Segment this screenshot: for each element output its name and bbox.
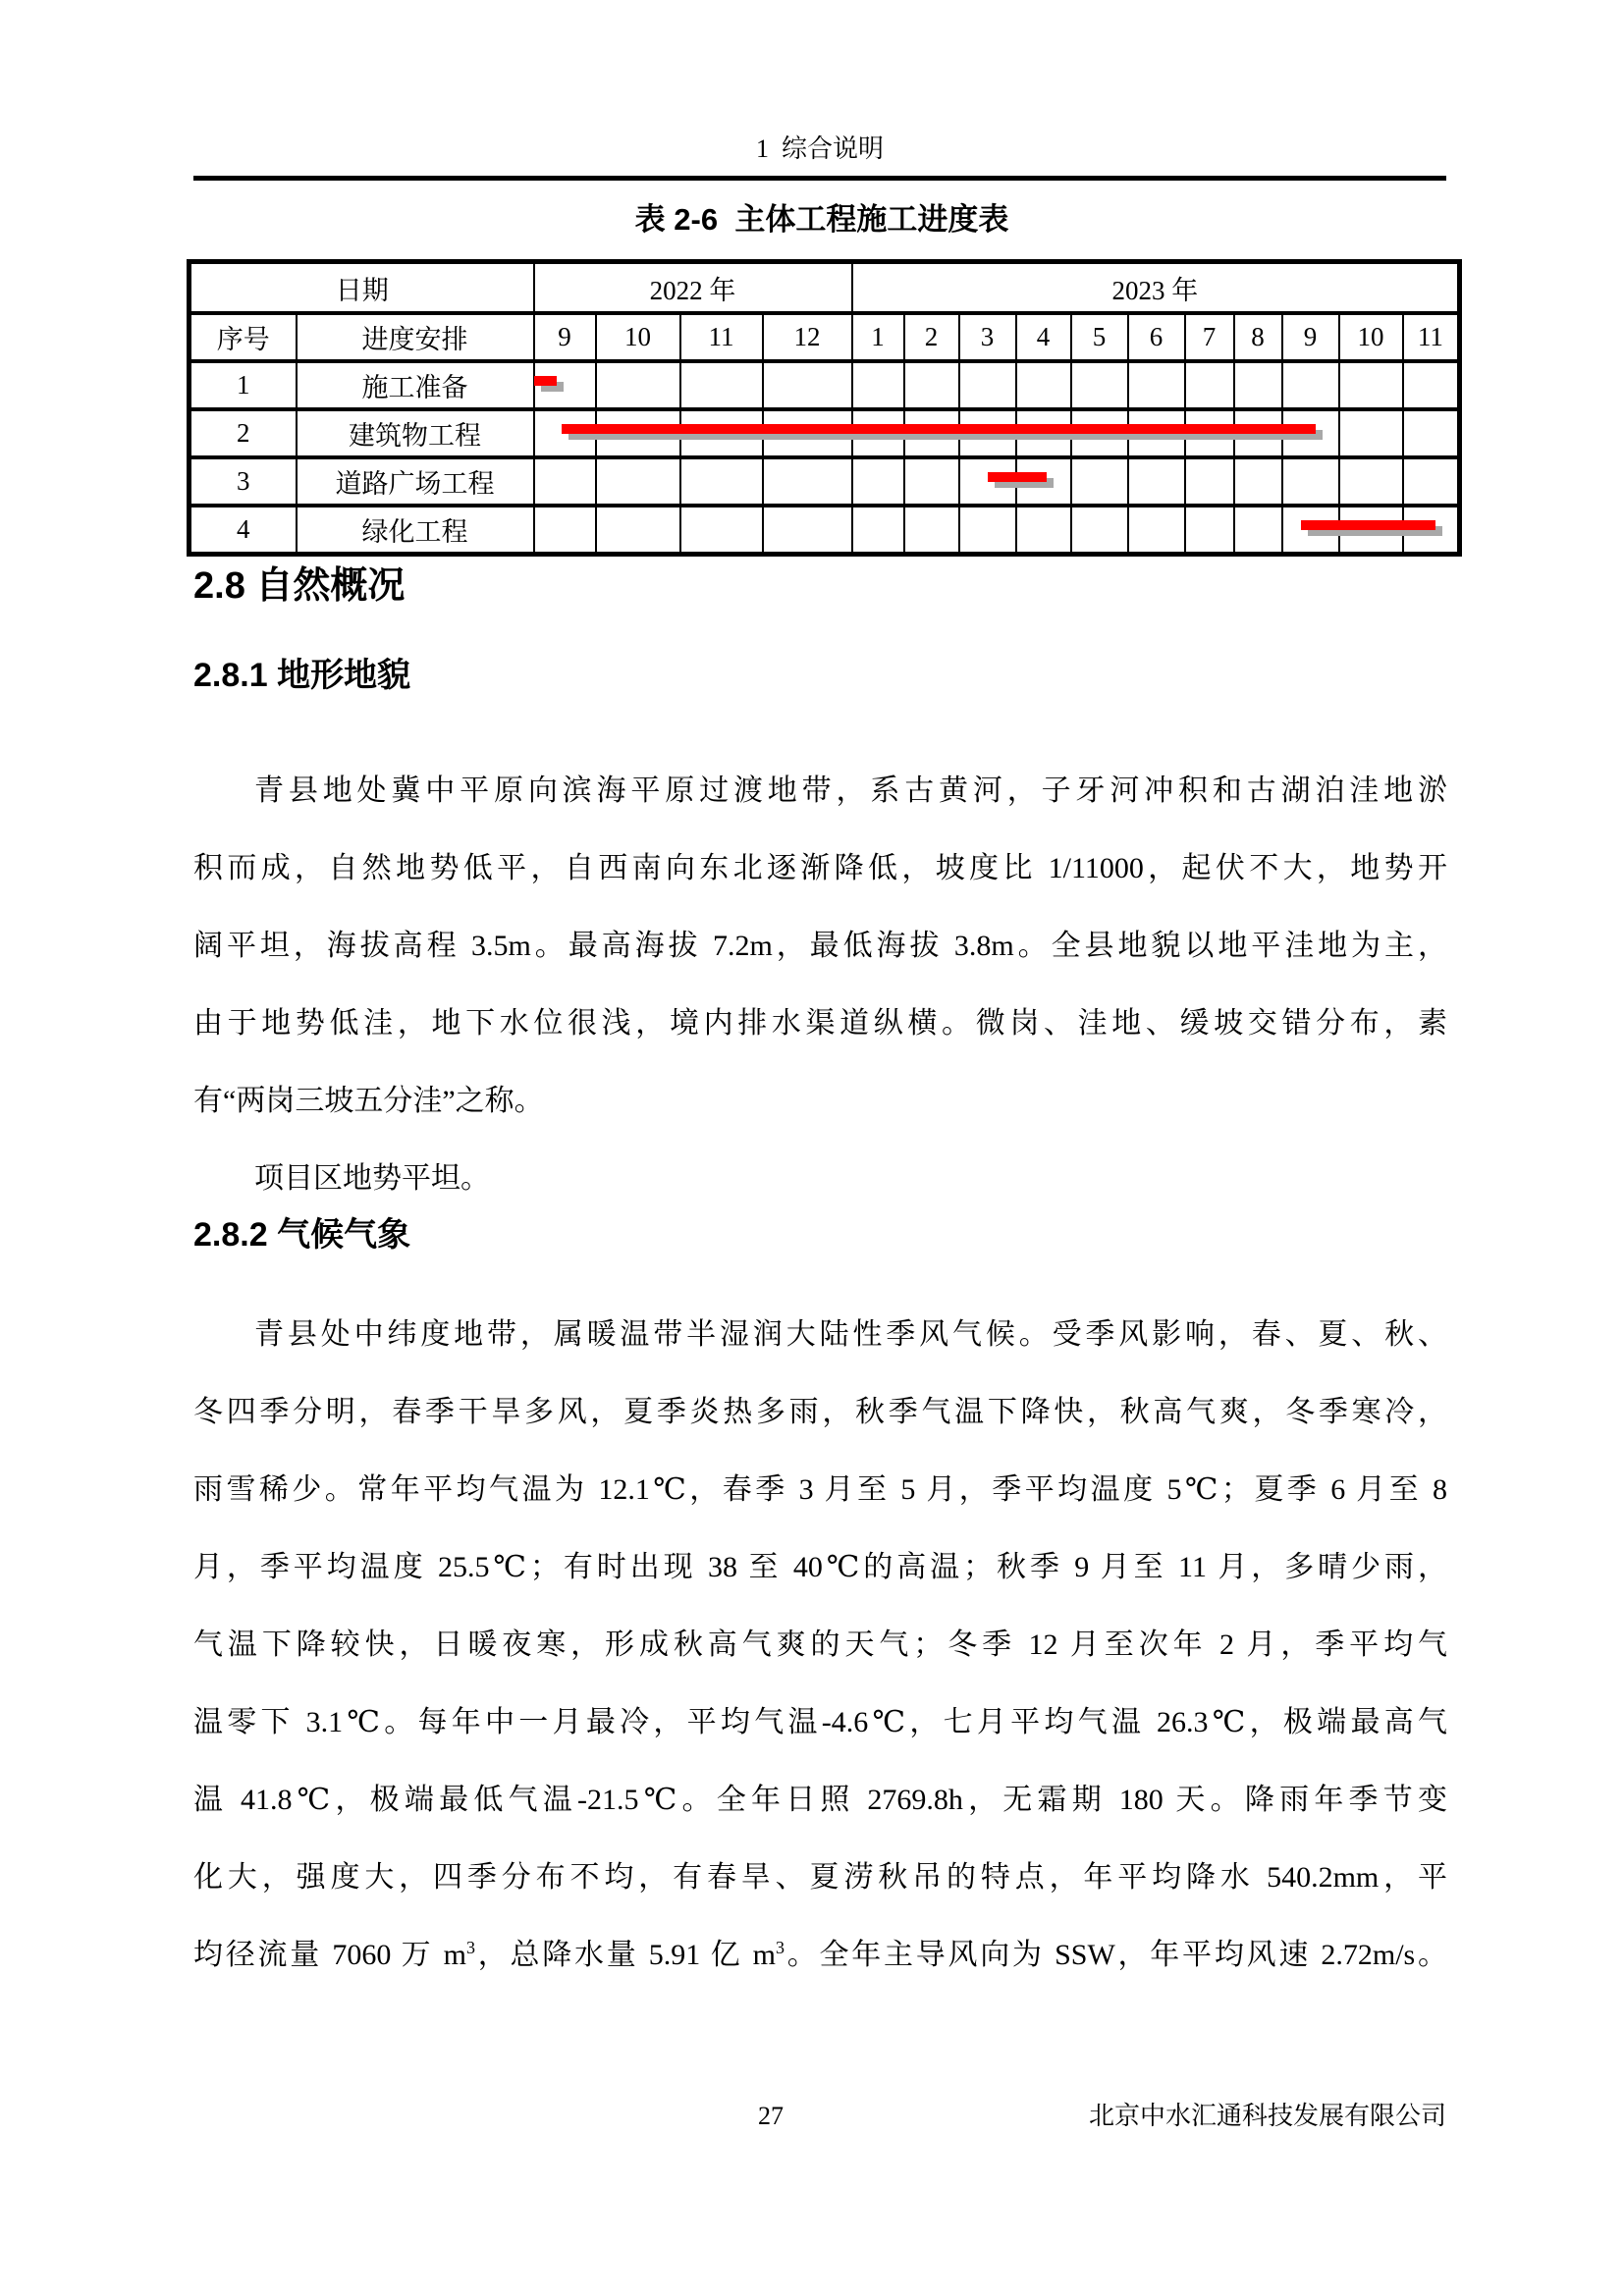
cell-month-slot [959, 361, 1016, 409]
cell-month-slot [1071, 409, 1128, 457]
body-text-line: 冬四季分明，春季干旱多风，夏季炎热多雨，秋季气温下降快，秋高气爽，冬季寒冷， [193, 1396, 1447, 1428]
cell-month-slot [1185, 409, 1234, 457]
cell-month-2023-3: 3 [959, 313, 1016, 361]
body-text-line: 气温下降较快，日暖夜寒，形成秋高气爽的天气；冬季 12 月至次年 2 月，季平均气 [193, 1629, 1447, 1661]
body-text-line: 有“两岗三坡五分洼”之称。 [193, 1085, 544, 1117]
gantt-bar [534, 376, 557, 386]
cell-year-2023: 2023 年 [852, 262, 1460, 314]
cell-month-2023-6: 6 [1128, 313, 1185, 361]
cell-date-label: 日期 [189, 262, 534, 314]
cell-month-slot [1071, 457, 1128, 506]
cell-month-slot [904, 361, 959, 409]
cell-month-2023-7: 7 [1185, 313, 1234, 361]
cell-month-slot [1339, 409, 1403, 457]
cell-month-slot [1403, 409, 1460, 457]
heading-2-8-2: 2.8.2 气候气象 [193, 1216, 411, 1254]
cell-month-slot [534, 506, 596, 555]
cell-month-slot [680, 409, 763, 457]
cell-task-name: 施工准备 [297, 361, 534, 409]
cell-task-name: 建筑物工程 [297, 409, 534, 457]
cell-month-slot [1016, 409, 1071, 457]
cell-month-slot [680, 457, 763, 506]
body-text-line: 化大，强度大，四季分布不均，有春旱、夏涝秋吊的特点，年平均降水 540.2mm，平 [193, 1861, 1447, 1894]
cell-month-slot [596, 361, 680, 409]
body-text-line: 项目区地势平坦。 [254, 1162, 490, 1195]
body-text-line: 阔平坦，海拔高程 3.5m。最高海拔 7.2m，最低海拔 3.8m。全县地貌以地平洼地为主， [193, 930, 1447, 962]
cell-month-slot [959, 457, 1016, 506]
cell-month-slot [852, 409, 904, 457]
cell-task-seq: 1 [189, 361, 297, 409]
task-row-4 [189, 506, 1460, 555]
cell-month-slot [959, 409, 1016, 457]
footer-company-name: 北京中水汇通科技发展有限公司 [1088, 2102, 1446, 2130]
gantt-bar [988, 472, 1047, 482]
cell-month-slot [680, 506, 763, 555]
cell-month-slot [1282, 409, 1339, 457]
superscript: 3 [775, 1938, 785, 1957]
cell-month-2023-10: 10 [1339, 313, 1403, 361]
cell-month-slot [1403, 361, 1460, 409]
cell-month-slot [763, 457, 852, 506]
cell-month-slot [1234, 361, 1282, 409]
cell-task-name: 道路广场工程 [297, 457, 534, 506]
cell-month-slot [1234, 506, 1282, 555]
cell-month-slot [763, 506, 852, 555]
cell-month-slot [1185, 506, 1234, 555]
page-number: 27 [758, 2102, 784, 2130]
cell-month-slot [1071, 361, 1128, 409]
cell-month-slot [1128, 457, 1185, 506]
cell-month-slot [534, 409, 596, 457]
cell-month-slot [1282, 457, 1339, 506]
cell-month-slot [1185, 361, 1234, 409]
cell-schedule-header: 进度安排 [297, 313, 534, 361]
body-text-line: 积而成，自然地势低平，自西南向东北逐渐降低，坡度比 1/11000，起伏不大，地势开 [193, 852, 1447, 884]
cell-month-2023-1: 1 [852, 313, 904, 361]
cell-month-2023-8: 8 [1234, 313, 1282, 361]
cell-task-seq: 3 [189, 457, 297, 506]
heading-2-8-1: 2.8.1 地形地貌 [193, 657, 411, 694]
cell-month-slot [904, 457, 959, 506]
cell-month-slot [1016, 457, 1071, 506]
cell-month-slot [1403, 457, 1460, 506]
cell-month-2022-11: 11 [680, 313, 763, 361]
cell-month-slot [763, 361, 852, 409]
cell-month-slot [1234, 409, 1282, 457]
cell-month-slot [1339, 361, 1403, 409]
body-text-line: 青县地处冀中平原向滨海平原过渡地带，系古黄河，子牙河冲积和古湖泊洼地淤 [254, 774, 1447, 807]
task-row-2 [189, 409, 1460, 457]
cell-month-slot [763, 409, 852, 457]
cell-month-slot [904, 409, 959, 457]
cell-month-slot [680, 361, 763, 409]
schedule-gantt-table [187, 259, 1457, 557]
cell-month-slot [534, 361, 596, 409]
cell-month-slot [852, 506, 904, 555]
gantt-bar [1301, 520, 1435, 530]
superscript: 3 [465, 1938, 475, 1957]
cell-month-slot [1282, 361, 1339, 409]
heading-2-8: 2.8 自然概况 [193, 565, 406, 607]
cell-month-slot [852, 361, 904, 409]
body-text-line: 月，季平均温度 25.5℃；有时出现 38 至 40℃的高温；秋季 9 月至 11 月，多晴少雨， [193, 1551, 1447, 1583]
table-title: 表 2-6 主体工程施工进度表 [634, 202, 1009, 237]
cell-month-2022-10: 10 [596, 313, 680, 361]
cell-year-2022: 2022 年 [534, 262, 852, 314]
body-text-line: 均径流量 7060 万 $m^3$，总降水量 5.91 亿 $m^3$。全年主导风向为 SSW，年平均风速 2.72m/s。 [193, 1938, 1447, 1971]
cell-task-seq: 4 [189, 506, 297, 555]
cell-month-2022-12: 12 [763, 313, 852, 361]
task-row-3 [189, 457, 1460, 506]
cell-month-slot [904, 506, 959, 555]
cell-month-slot [596, 506, 680, 555]
cell-month-slot [959, 506, 1016, 555]
body-text-line: 青县处中纬度地带，属暖温带半湿润大陆性季风气候。受季风影响，春、夏、秋、 [254, 1318, 1447, 1351]
cell-month-slot [1339, 457, 1403, 506]
cell-month-slot [596, 409, 680, 457]
cell-month-slot [1071, 506, 1128, 555]
cell-month-2023-4: 4 [1016, 313, 1071, 361]
cell-month-2022-9: 9 [534, 313, 596, 361]
gantt-grid [187, 259, 1462, 557]
page-header-title: 1 综合说明 [755, 134, 884, 163]
cell-month-slot [1128, 361, 1185, 409]
cell-seq-header: 序号 [189, 313, 297, 361]
cell-month-slot [596, 457, 680, 506]
body-text-line: 温 41.8℃，极端最低气温-21.5℃。全年日照 2769.8h，无霜期 180 天。降雨年季节变 [193, 1784, 1447, 1816]
cell-month-2023-5: 5 [1071, 313, 1128, 361]
cell-month-slot [1128, 506, 1185, 555]
cell-month-2023-9: 9 [1282, 313, 1339, 361]
task-row-1 [189, 361, 1460, 409]
header-rule [193, 176, 1446, 181]
body-text-line: 雨雪稀少。常年平均气温为 12.1℃，春季 3 月至 5 月，季平均温度 5℃；夏季 6 月至 8 [193, 1473, 1447, 1506]
cell-month-slot [1234, 457, 1282, 506]
cell-month-slot [534, 457, 596, 506]
body-text-line: 温零下 3.1℃。每年中一月最冷，平均气温-4.6℃，七月平均气温 26.3℃，极端最高气 [193, 1706, 1447, 1738]
cell-month-slot [1016, 361, 1071, 409]
cell-task-seq: 2 [189, 409, 297, 457]
gantt-bar [562, 424, 1316, 434]
cell-month-slot [1185, 457, 1234, 506]
cell-month-slot [852, 457, 904, 506]
cell-month-slot [1128, 409, 1185, 457]
cell-month-slot [1016, 506, 1071, 555]
body-text-line: 由于地势低洼，地下水位很浅，境内排水渠道纵横。微岗、洼地、缓坡交错分布，素 [193, 1007, 1447, 1040]
cell-month-2023-11: 11 [1403, 313, 1460, 361]
cell-month-2023-2: 2 [904, 313, 959, 361]
cell-task-name: 绿化工程 [297, 506, 534, 555]
